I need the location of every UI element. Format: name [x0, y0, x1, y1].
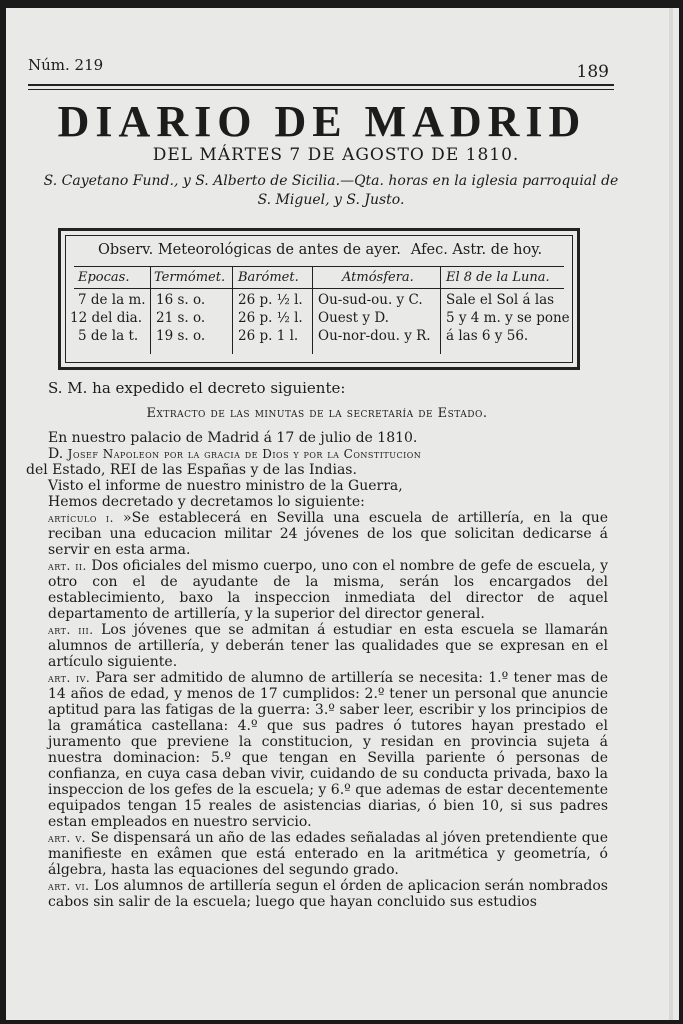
meteorological-table: [58, 228, 580, 370]
article-paragraph: [26, 622, 608, 670]
cell-atmosfera: Ou-nor-dou. y R.: [318, 328, 431, 344]
cell-epoca: 5 de la t.: [78, 328, 139, 344]
header-rule-thin: [28, 89, 614, 90]
article-text: Para ser admitido de alumno de artillería se necesita: 1.º tener mas de 14 años de edad, y menos de 17 cumplidos: 2.º tener un personal que anuncie aptitud para las fatigas de la guerra: 3.º saber leer, escribir y los principios de la gramática castellana: 4.º que sus padres ó tutores hayan prestado el juramento que previene la constitucion, y residan en provincia sujeta á nuestra dominacion: 5.º que tengan en Sevilla pariente ó personas de confianza, en cuya casa deban vivir, cuidando de su conducta privada, baxo la inspeccion de los gefes de la escuela; y 6.º que ademas de estar decentemente equipados tengan 15 reales de asistencias diarias, ó bien 10, si sus padres estan empleados en nuestro servicio.: [48, 670, 608, 830]
place-date: En nuestro palacio de Madrid á 17 de julio de 1810.: [48, 430, 418, 446]
luna-line: 5 y 4 m. y se pone: [446, 310, 570, 326]
page-number: 189: [576, 62, 609, 82]
cell-barometro: 26 p. ½ l.: [238, 292, 303, 308]
king-title: [26, 446, 608, 462]
meteo-col-divider: [440, 266, 441, 354]
article-body: [26, 380, 608, 910]
meteo-col-divider: [232, 266, 233, 354]
col-header-luna: El 8 de la Luna.: [446, 270, 550, 285]
col-header-epocas: Epocas.: [78, 270, 130, 285]
king-title-rest: del Estado, REI de las Españas y de las Indias.: [26, 462, 357, 478]
article-text: Dos oficiales del mismo cuerpo, uno con el nombre de gefe de escuela, y otro con el de ayudante de la misma, serán los encargados del establecimiento, baxo la inspeccion inmediata del director de aquel departamento de artillería, y la superior del director general.: [48, 558, 608, 622]
cell-epoca: 7 de la m.: [78, 292, 146, 308]
visto-line: Visto el informe de nuestro ministro de la Guerra,: [48, 478, 403, 494]
article-paragraph: [26, 878, 608, 910]
col-header-atmosfera: Atmósfera.: [342, 270, 414, 285]
section-heading: Extracto de las minutas de la secretaría de Estado.: [146, 406, 488, 421]
meteo-rule-header: [74, 288, 564, 289]
cell-atmosfera: Ou-sud-ou. y C.: [318, 292, 423, 308]
col-header-barometro: Barómet.: [238, 270, 299, 285]
col-header-termometro: Termómet.: [154, 270, 226, 285]
meteo-title-right: Afec. Astr. de hoy.: [410, 242, 543, 258]
meteo-rule-top: [74, 266, 564, 267]
article-label: art. ii.: [48, 559, 87, 573]
cell-termometro: 21 s. o.: [156, 310, 206, 326]
article-label: art. vi.: [48, 879, 90, 893]
cell-epoca: 12 del dia.: [70, 310, 143, 326]
article-text: Se dispensará un año de las edades señaladas al jóven pretendiente que manifieste en exâmen que está enterado en la aritmética y geometría, ó álgebra, hasta las equaciones del segundo grado.: [48, 830, 609, 878]
meteo-heading: [98, 242, 542, 258]
article-label: art. iv.: [48, 671, 91, 685]
article-text: Los jóvenes que se admitan á estudiar en esta escuela se llamarán alumnos de artillería, y deberán tener las qualidades que se expresan en el artículo siguiente.: [48, 622, 609, 670]
article-label: art. iii.: [48, 623, 94, 637]
meteo-inner-frame: [65, 235, 573, 363]
luna-line: á las 6 y 56.: [446, 328, 529, 344]
saints-of-day: S. Cayetano Fund., y S. Alberto de Sicilia.—Qta. horas en la iglesia parroquial de S. Miguel, y S. Justo.: [43, 173, 619, 208]
cell-barometro: 26 p. 1 l.: [238, 328, 299, 344]
hemos-line: Hemos decretado y decretamos lo siguiente:: [48, 494, 365, 510]
meteo-title-left: Observ. Meteorológicas de antes de ayer.: [98, 242, 401, 258]
article-paragraph: [26, 558, 608, 622]
luna-line: Sale el Sol á las: [446, 292, 555, 308]
king-prefix: D.: [48, 446, 68, 462]
newspaper-page: [6, 8, 679, 1020]
meteo-col-divider: [312, 266, 313, 354]
cell-barometro: 26 p. ½ l.: [238, 310, 303, 326]
cell-atmosfera: Ouest y D.: [318, 310, 389, 326]
cell-termometro: 16 s. o.: [156, 292, 206, 308]
article-paragraph: [26, 510, 608, 558]
article-text: Los alumnos de artillería segun el órden de aplicacion serán nombrados cabos sin salir de la escuela; luego que hayan concluido sus estudios: [48, 878, 608, 910]
article-text: »Se establecerá en Sevilla una escuela de artillería, en la que reciban una educacion militar 24 jóvenes de los que solicitan dedicarse á servir en esta arma.: [48, 510, 608, 558]
article-label: art. v.: [48, 831, 87, 845]
masthead-title: DIARIO DE MADRID: [57, 97, 587, 146]
intro-line: S. M. ha expedido el decreto siguiente:: [48, 379, 346, 397]
issue-number: Núm. 219: [28, 56, 104, 74]
cell-termometro: 19 s. o.: [156, 328, 206, 344]
article-paragraph: [26, 670, 608, 830]
article-paragraph: [26, 830, 608, 878]
article-label: artículo i.: [48, 511, 114, 525]
page-edge-shadow: [669, 8, 673, 1020]
king-name: Josef Napoleon por la gracia de Dios y por la Constitucion: [67, 447, 422, 461]
header-rule: [28, 84, 614, 86]
meteo-col-divider: [150, 266, 151, 354]
date-line: DEL MÁRTES 7 DE AGOSTO DE 1810.: [152, 145, 520, 165]
